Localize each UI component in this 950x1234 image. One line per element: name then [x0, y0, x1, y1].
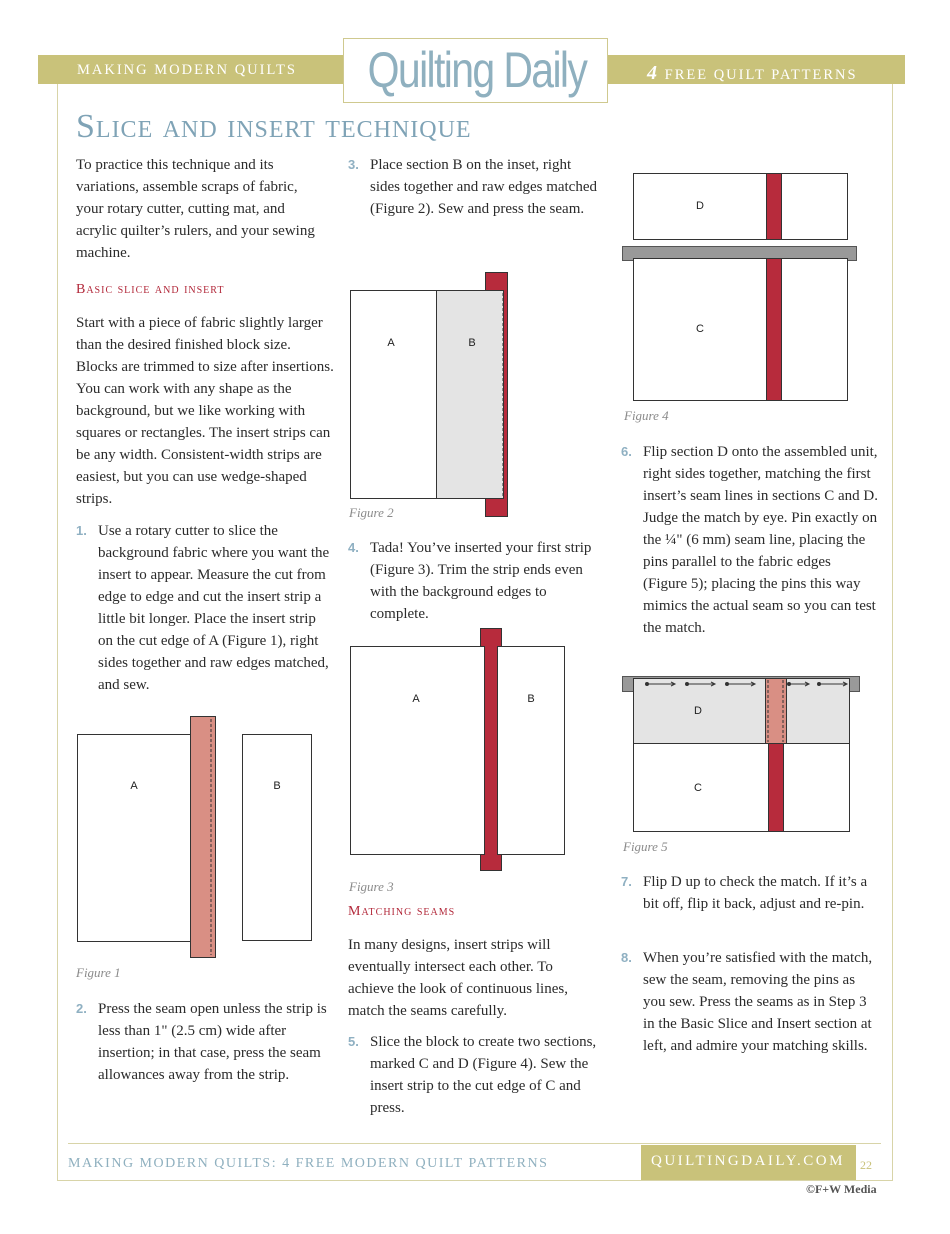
- step-2-number: 2.: [76, 1001, 87, 1016]
- fig2-section-b: [437, 291, 504, 499]
- step-6-text: Flip section D onto the assembled unit, right sides together, matching the first insert’s seam lines in sections C and D. Judge the match by eye. Pin exactly on the ¼" (6 mm) seam line, placing the pins parallel to the fabric edges (Figure 5); placing the pins this way mimics the actual seam so you can test the match.: [643, 444, 878, 636]
- logo[interactable]: [343, 38, 608, 103]
- copyright: ©F+W Media: [806, 1182, 877, 1196]
- fig1-section-a: [78, 735, 192, 942]
- figure-3: [349, 627, 567, 873]
- basic-paragraph: Start with a piece of fabric slightly larger than the desired finished block size. Blocks are trimmed to size after insertions. You can work with any shape as the background, but we like working with squares or rectangles. The insert strips can be any width. Consistent-width strips are easiest, but you can use wedge-shaped strips.: [76, 315, 334, 507]
- frame-right: [892, 84, 893, 1181]
- fig1-insert-strip: [191, 717, 216, 958]
- header-right-number: 4: [647, 62, 659, 84]
- figure-5: [621, 675, 863, 835]
- fig4-insert-strip-c: [767, 259, 782, 401]
- matching-paragraph: In many designs, insert strips will eventually intersect each other. To achieve the look of continuous lines, match the seams carefully.: [348, 937, 568, 1019]
- fig3-section-a: [351, 647, 486, 855]
- step-5-text: Slice the block to create two sections, marked C and D (Figure 4). Sew the insert strip to the cut edge of C and press.: [370, 1034, 597, 1116]
- matching-heading: Matching seams: [348, 904, 456, 919]
- figure-2: [349, 271, 511, 519]
- figure-4-caption: Figure 4: [624, 408, 669, 423]
- fig4-label-d: D: [696, 200, 704, 212]
- page-number: 22: [860, 1158, 872, 1172]
- footer-title: MAKING MODERN QUILTS: 4 FREE MODERN QUILT PATTERNS: [68, 1156, 549, 1171]
- step-4-number: 4.: [348, 540, 359, 555]
- header-right-title: [647, 62, 858, 85]
- fig5-label-c: C: [694, 782, 702, 794]
- intro-paragraph: To practice this technique and its variations, assemble scraps of fabric, your rotary cutter, cutting mat, and acrylic quilter’s rulers, and your sewing machine.: [76, 157, 315, 261]
- step-7-number: 7.: [621, 874, 632, 889]
- step-1-number: 1.: [76, 523, 87, 538]
- logo-text: Quilting Daily: [367, 42, 587, 98]
- header-right-text: FREE QUILT PATTERNS: [664, 67, 858, 83]
- fig1-label-a: A: [130, 780, 138, 792]
- fig2-label-b: B: [468, 337, 476, 349]
- frame-left: [57, 84, 58, 1181]
- figure-2-caption: Figure 2: [349, 505, 394, 520]
- page-title: Slice and insert technique: [76, 108, 472, 145]
- figure-1-caption: Figure 1: [76, 965, 121, 980]
- frame-bottom: [57, 1180, 893, 1181]
- step-2-text: Press the seam open unless the strip is less than 1" (2.5 cm) wide after insertion; in that case, press the seam allowances away from the strip.: [98, 1001, 327, 1083]
- step-5-number: 5.: [348, 1034, 359, 1049]
- figure-5-caption: Figure 5: [623, 839, 668, 854]
- figure-3-caption: Figure 3: [349, 879, 394, 894]
- fig4-label-c: C: [696, 323, 704, 335]
- step-3-number: 3.: [348, 157, 359, 172]
- fig4-section-c: [634, 259, 848, 401]
- fig5-section-c: [634, 744, 850, 832]
- header-left-title: MAKING MODERN QUILTS: [77, 62, 297, 78]
- step-1-text: Use a rotary cutter to slice the background fabric where you want the insert to appear. Measure the cut from edge to edge and cut the insert strip a little bit longer. Place the insert strip on the cut edge of A (Figure 1), right sides together and raw edges matched, and sew.: [98, 523, 330, 693]
- fig4-insert-strip-d: [767, 174, 782, 240]
- figure-4: [621, 172, 861, 404]
- step-3-text: Place section B on the inset, right sides together and raw edges matched (Figure 2). Sew and press the seam.: [370, 157, 597, 217]
- basic-heading: Basic slice and insert: [76, 282, 225, 297]
- fig5-insert-strip-c: [769, 744, 784, 832]
- fig3-label-a: A: [412, 693, 420, 705]
- fig2-section-a: [351, 291, 439, 499]
- fig5-section-d: [634, 679, 850, 744]
- fig3-section-b: [498, 647, 565, 855]
- fig2-label-a: A: [387, 337, 395, 349]
- step-7-text: Flip D up to check the match. If it’s a bit off, flip it back, adjust and re-pin.: [643, 874, 868, 912]
- figure-1: [76, 715, 316, 960]
- fig1-label-b: B: [273, 780, 281, 792]
- footer-site-text: QUILTINGDAILY.COM: [651, 1153, 845, 1169]
- fig4-section-d: [634, 174, 848, 240]
- fig1-section-b: [243, 735, 312, 941]
- fig5-label-d: D: [694, 705, 702, 717]
- step-8-number: 8.: [621, 950, 632, 965]
- step-4-text: Tada! You’ve inserted your first strip (Figure 3). Trim the strip ends even with the background edges to complete.: [370, 540, 592, 622]
- step-8-text: When you’re satisfied with the match, sew the seam, removing the pins as you sew. Press the seams as in Step 3 in the Basic Slice and Insert section at left, and admire your matching skills.: [643, 950, 873, 1054]
- fig3-label-b: B: [527, 693, 535, 705]
- footer-site-link[interactable]: [641, 1145, 856, 1180]
- footer-divider: [68, 1143, 881, 1144]
- step-6-number: 6.: [621, 444, 632, 459]
